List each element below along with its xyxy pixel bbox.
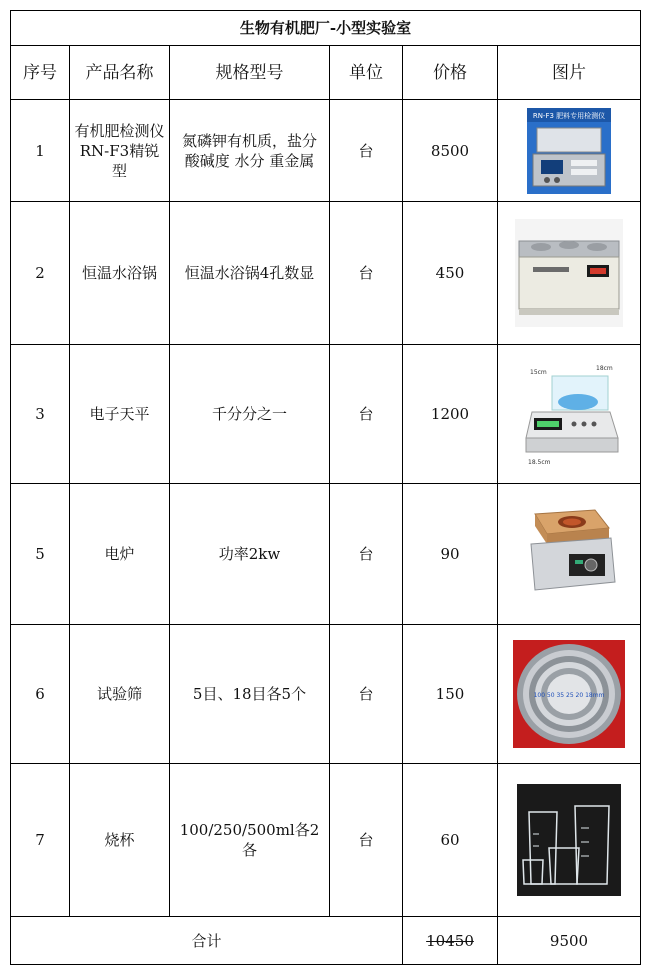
row-unit: 台 [330, 764, 403, 917]
header-no: 序号 [11, 46, 70, 100]
table-title: 生物有机肥厂-小型实验室 [11, 11, 641, 46]
row-image [498, 345, 641, 484]
row-name: 烧杯 [70, 764, 170, 917]
electric-stove-icon [517, 504, 621, 604]
header-name: 产品名称 [70, 46, 170, 100]
total-old-value [403, 917, 498, 965]
table-row [11, 764, 641, 917]
row-unit: 台 [330, 345, 403, 484]
row-price: 450 [403, 202, 498, 345]
row-no: 5 [11, 484, 70, 625]
row-name: 电子天平 [70, 345, 170, 484]
row-image [498, 202, 641, 345]
row-spec: 5目、18目各5个 [170, 625, 330, 764]
row-name: 试验筛 [70, 625, 170, 764]
row-no: 1 [11, 100, 70, 202]
row-unit: 台 [330, 625, 403, 764]
row-spec: 功率2kw [170, 484, 330, 625]
row-unit: 台 [330, 100, 403, 202]
table-row [11, 345, 641, 484]
row-price: 150 [403, 625, 498, 764]
row-price: 90 [403, 484, 498, 625]
row-spec: 100/250/500ml各2各 [170, 764, 330, 917]
row-no: 2 [11, 202, 70, 345]
row-price: 60 [403, 764, 498, 917]
row-image [498, 625, 641, 764]
row-no: 7 [11, 764, 70, 917]
header-price: 价格 [403, 46, 498, 100]
glass-beakers-icon [517, 784, 621, 896]
struck-total: 10450 [426, 931, 474, 950]
row-price: 8500 [403, 100, 498, 202]
water-bath-icon [515, 219, 623, 327]
fertilizer-tester-case-icon [527, 108, 611, 194]
row-name: 有机肥检测仪 RN-F3精锐型 [70, 100, 170, 202]
header-image: 图片 [498, 46, 641, 100]
sieve-label: 100 50 35 25 20 18mm [533, 692, 605, 699]
row-name: 电炉 [70, 484, 170, 625]
row-image [498, 764, 641, 917]
dim-label: 18.5cm [528, 459, 551, 466]
row-price: 1200 [403, 345, 498, 484]
electronic-balance-icon [514, 360, 624, 468]
table-row [11, 625, 641, 764]
row-no: 6 [11, 625, 70, 764]
test-sieves-icon [513, 640, 625, 748]
total-label: 合计 [11, 917, 403, 965]
dim-label: 18cm [596, 365, 613, 372]
row-image [498, 484, 641, 625]
row-image [498, 100, 641, 202]
row-no: 3 [11, 345, 70, 484]
total-value: 9500 [498, 917, 641, 965]
row-unit: 台 [330, 484, 403, 625]
header-row [11, 46, 641, 100]
lab-equipment-table [10, 10, 641, 965]
tester-label: RN-F3 肥料专用检测仪 [532, 111, 606, 120]
header-spec: 规格型号 [170, 46, 330, 100]
row-spec: 氮磷钾有机质，盐分 酸碱度 水分 重金属 [170, 100, 330, 202]
total-row [11, 917, 641, 965]
header-unit: 单位 [330, 46, 403, 100]
row-spec: 恒温水浴锅4孔数显 [170, 202, 330, 345]
dim-label: 15cm [530, 369, 547, 376]
table-row [11, 202, 641, 345]
row-unit: 台 [330, 202, 403, 345]
row-spec: 千分分之一 [170, 345, 330, 484]
table-row [11, 484, 641, 625]
row-name: 恒温水浴锅 [70, 202, 170, 345]
table-row [11, 100, 641, 202]
